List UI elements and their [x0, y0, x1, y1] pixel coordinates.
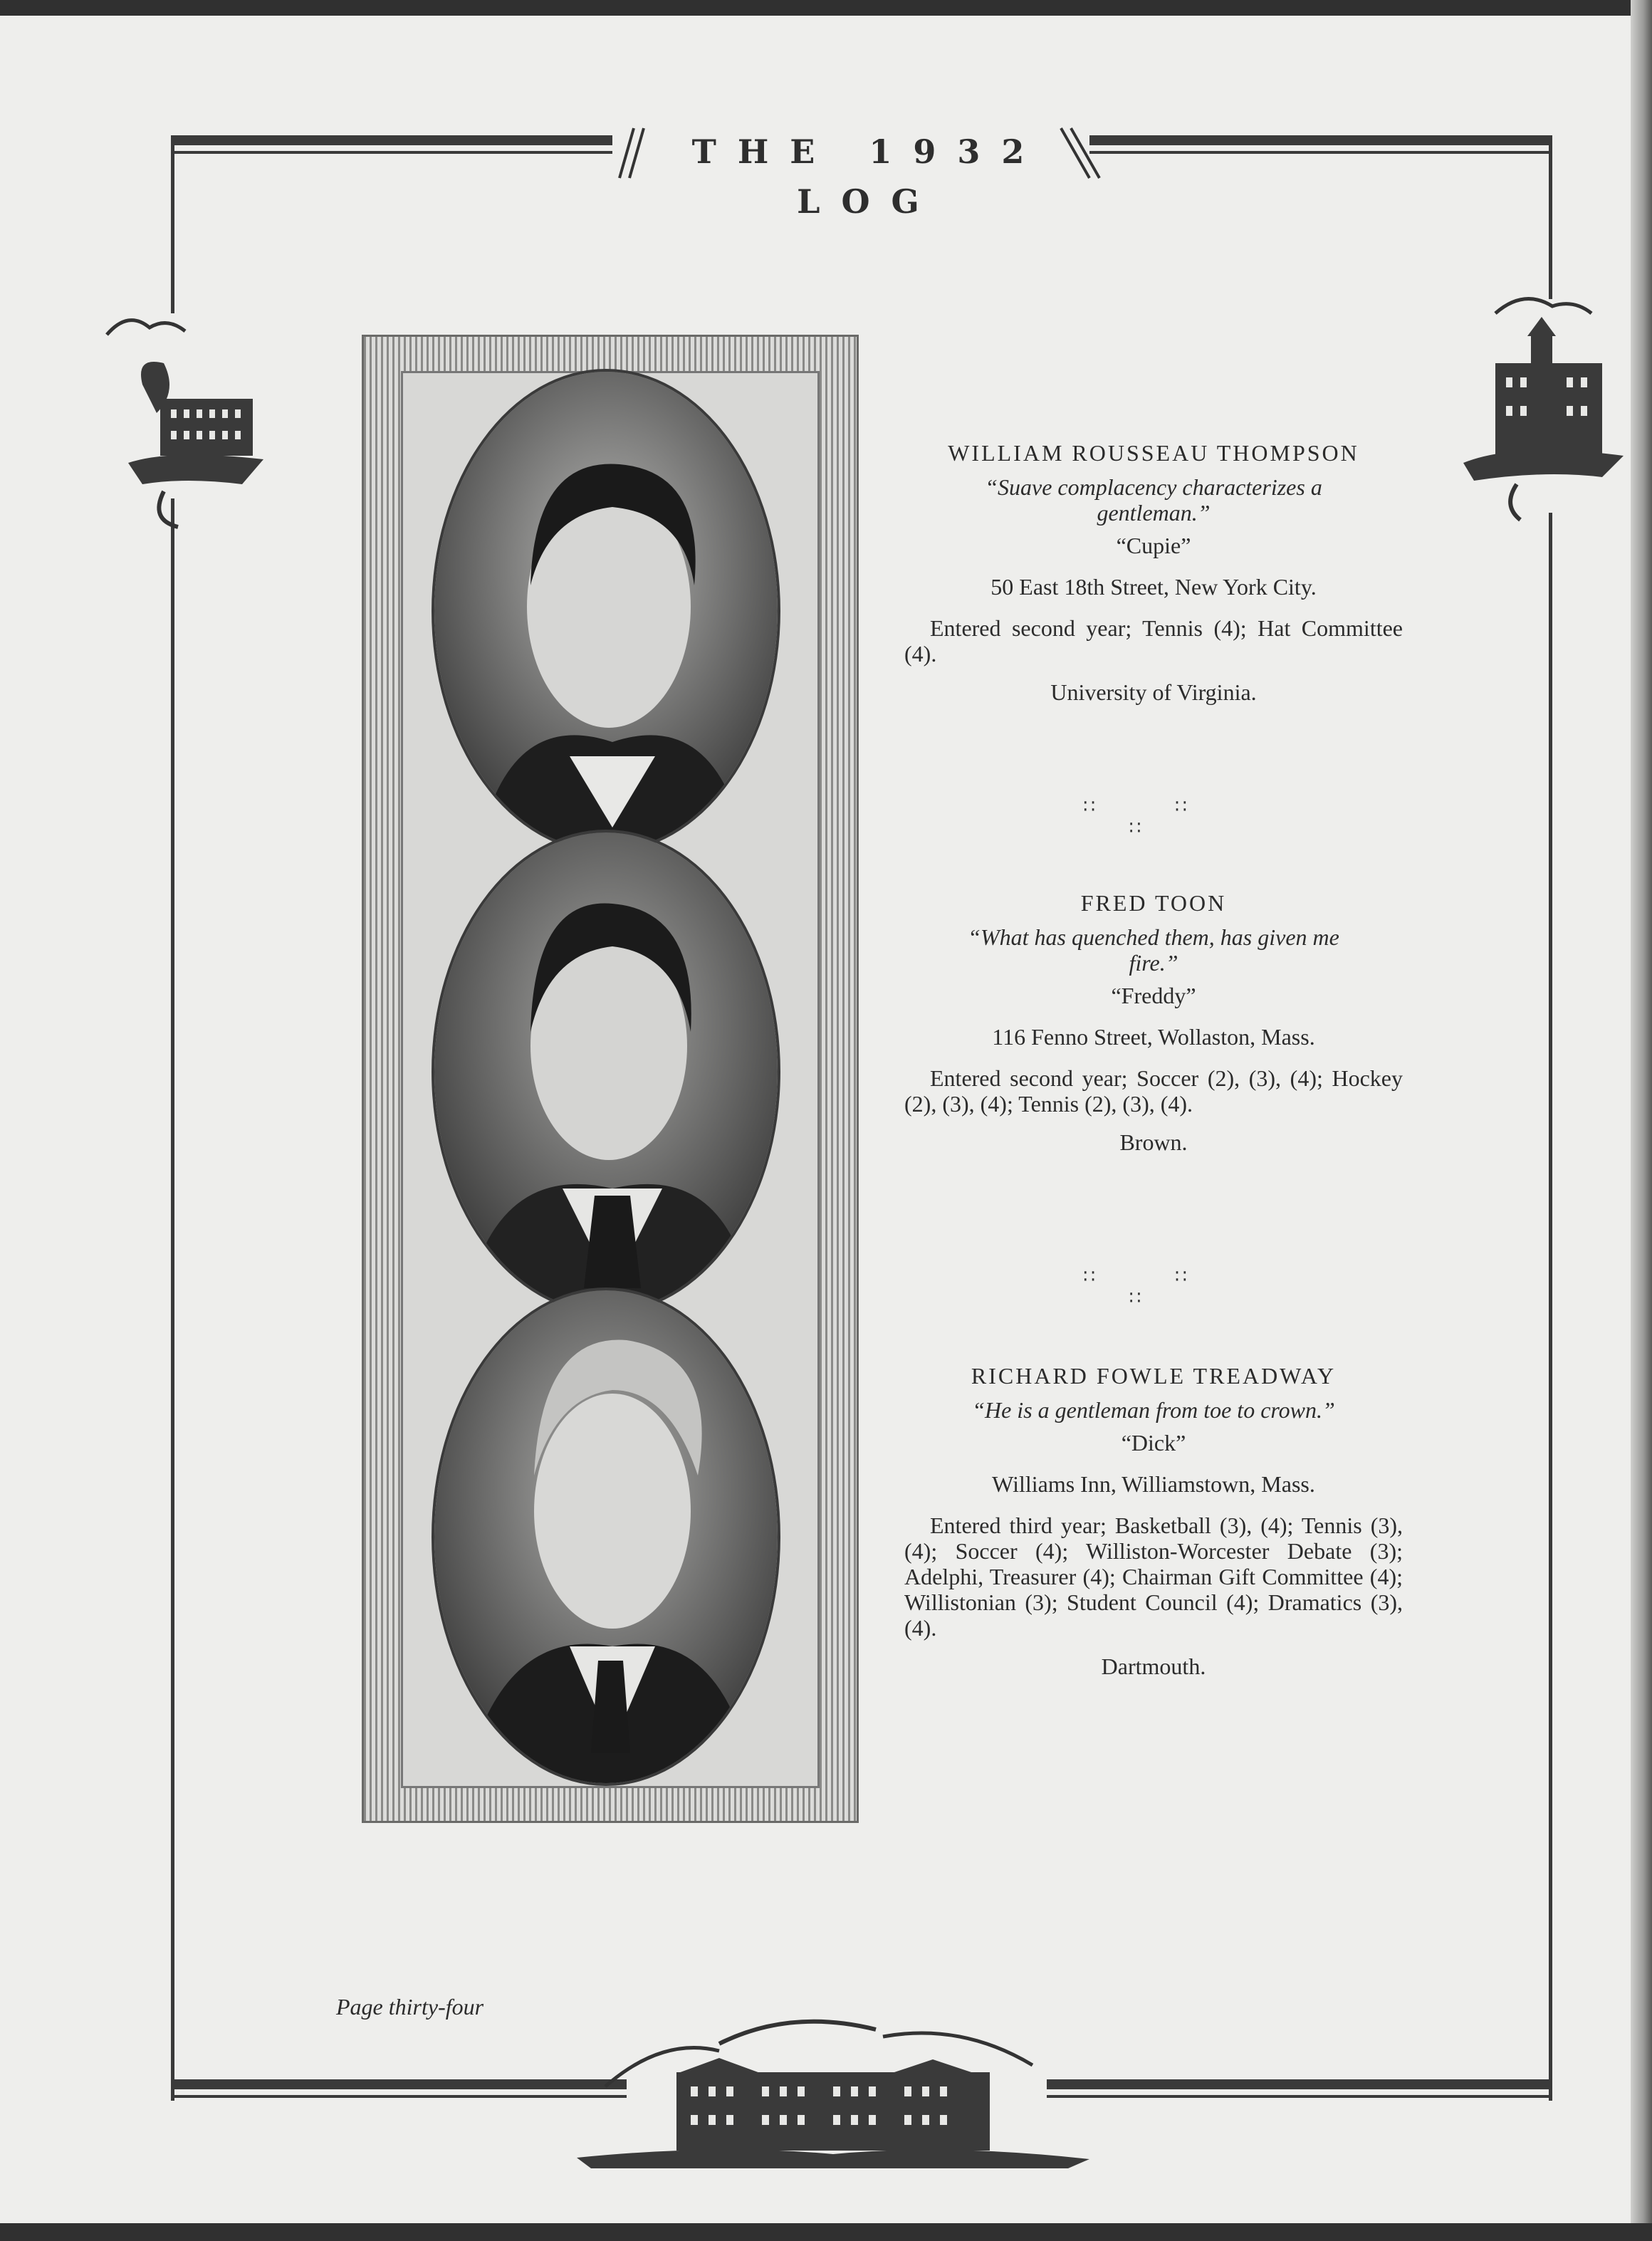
section-separator: ∷ ∷ ∷ — [1083, 796, 1224, 839]
student-address: 50 East 18th Street, New York City. — [990, 574, 1317, 600]
student-record: Entered second year; Soccer (2), (3), (4); Hockey (2), (3), (4); Tennis (2), (3), (4). — [904, 1065, 1403, 1117]
student-college: Brown. — [1119, 1129, 1188, 1155]
frame-top-left-rule — [171, 135, 612, 145]
portrait-photo-toon — [432, 830, 780, 1314]
scan-top-edge — [0, 0, 1652, 16]
student-motto: “He is a gentleman from toe to crown.” — [972, 1397, 1335, 1423]
frame-top-left-rule-thin — [171, 151, 612, 154]
student-college: University of Virginia. — [1050, 679, 1257, 705]
frame-top-right-rule — [1089, 135, 1552, 145]
student-college: Dartmouth. — [1101, 1654, 1206, 1679]
entry-treadway — [904, 1363, 1403, 1679]
frame-left-rule — [171, 135, 174, 313]
page-number: Page thirty-four — [336, 1994, 484, 2020]
page-title: THE 1932 LOG — [691, 132, 1046, 221]
entry-toon — [904, 890, 1403, 1155]
student-name: WILLIAM ROUSSEAU THOMPSON — [948, 440, 1359, 466]
student-address: 116 Fenno Street, Wollaston, Mass. — [992, 1024, 1315, 1050]
entry-thompson — [904, 440, 1403, 705]
frame-left-rule-lower — [171, 498, 174, 2101]
student-nickname: “Dick” — [1121, 1430, 1186, 1456]
frame-right-rule — [1549, 135, 1552, 299]
campus-vignette-bottom-icon — [577, 2008, 1089, 2172]
frame-right-rule-lower — [1549, 513, 1552, 2101]
frame-bottom-right-rule-thin — [1047, 2095, 1552, 2098]
building-vignette-left-icon — [100, 306, 278, 534]
frame-top-right-rule-thin — [1089, 151, 1552, 154]
frame-bottom-left-rule-thin — [171, 2095, 627, 2098]
student-record: Entered second year; Tennis (4); Hat Committee (4). — [904, 615, 1403, 667]
frame-bottom-right-rule — [1047, 2079, 1552, 2089]
student-record: Entered third year; Basketball (3), (4); Tennis (3), (4); Soccer (4); Williston-Worcester Debate (3); Adelphi, Treasurer (4); Chairman Gift Committee (4); Willistonian (3); Student Council (4); Dramatics (3), (4). — [904, 1513, 1403, 1641]
student-name: FRED TOON — [1080, 890, 1227, 916]
scan-binding-edge — [1631, 0, 1652, 2241]
student-address: Williams Inn, Williamstown, Mass. — [992, 1471, 1315, 1497]
portrait-photo-treadway — [432, 1287, 780, 1786]
building-vignette-right-icon — [1460, 285, 1631, 527]
student-motto: “What has quenched them, has given me fire.” — [968, 924, 1339, 976]
student-name: RICHARD FOWLE TREADWAY — [971, 1363, 1337, 1389]
portrait-photo-thompson — [432, 369, 780, 853]
student-nickname: “Freddy” — [1111, 983, 1196, 1008]
scan-bottom-edge — [0, 2223, 1652, 2241]
student-motto: “Suave complacency characterizes a gentleman.” — [985, 474, 1322, 526]
section-separator: ∷ ∷ ∷ — [1083, 1266, 1224, 1309]
student-nickname: “Cupie” — [1116, 533, 1191, 558]
frame-bottom-left-rule — [171, 2079, 627, 2089]
